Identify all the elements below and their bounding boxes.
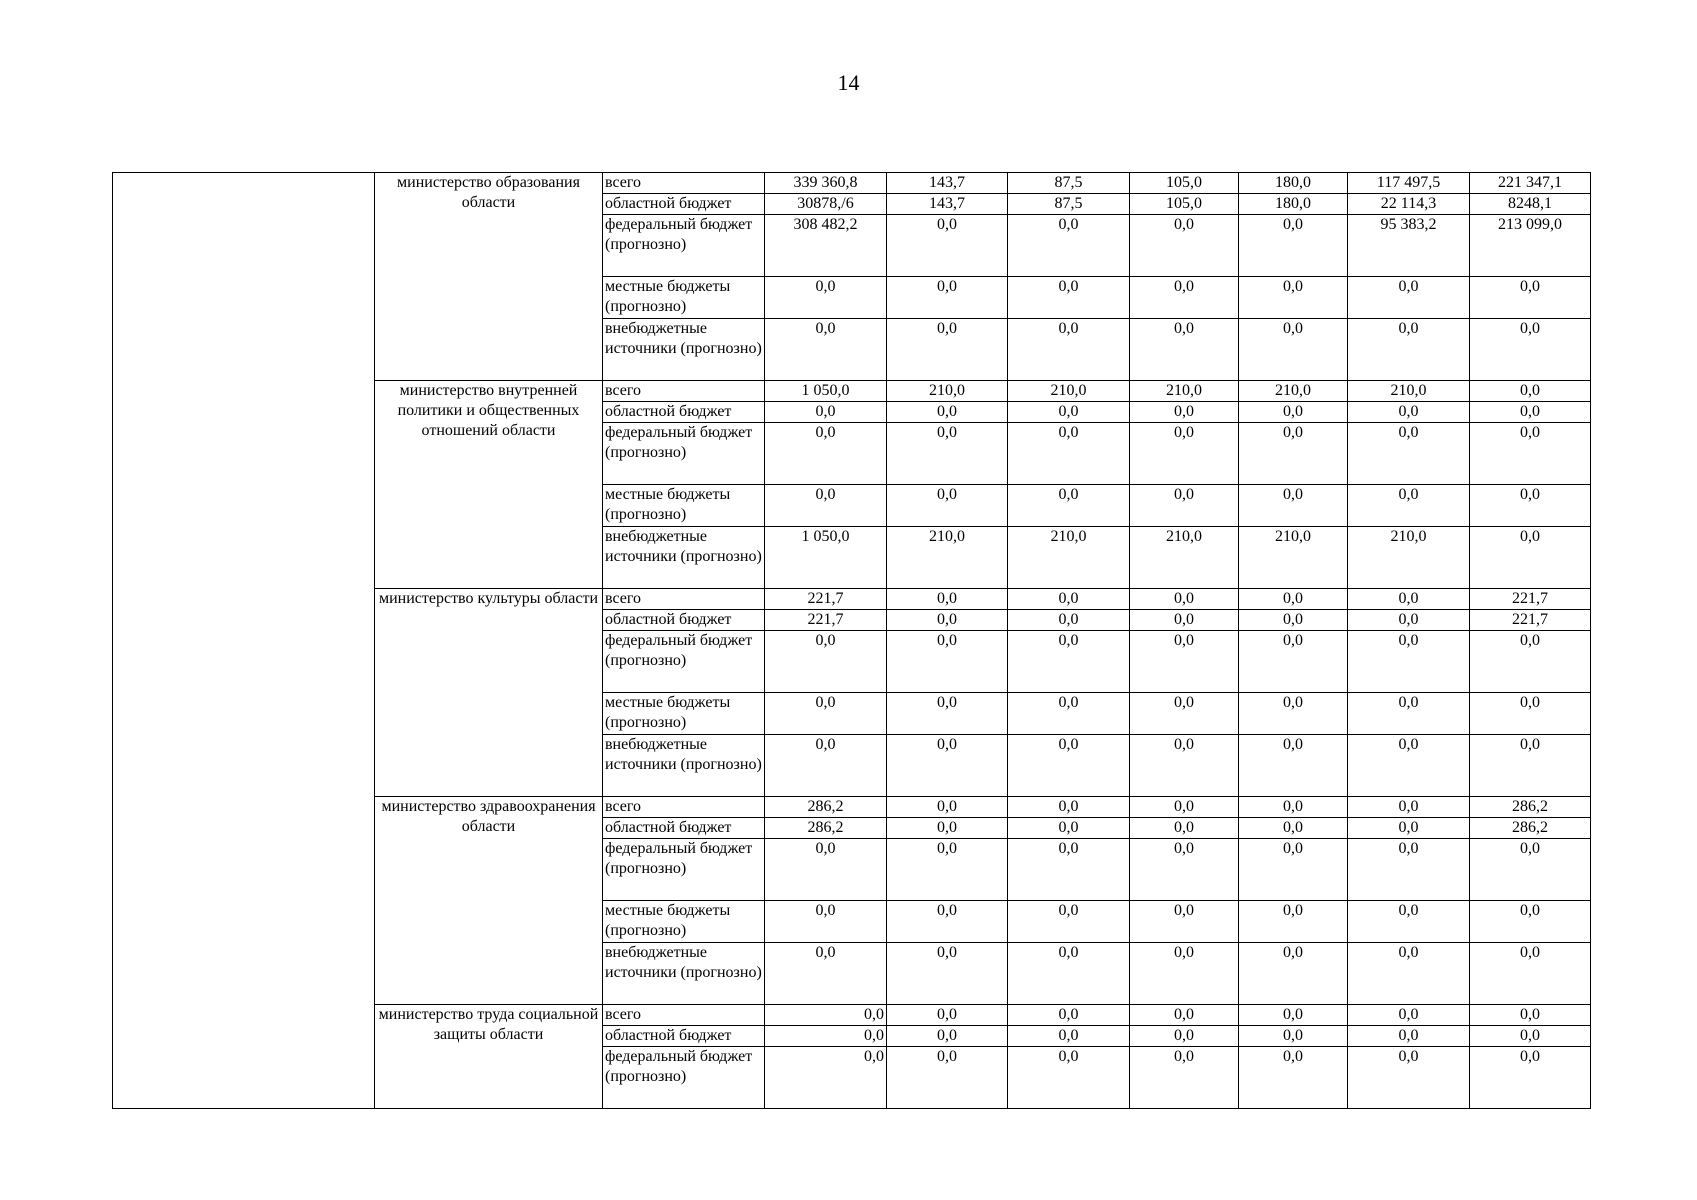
value-cell: 0,0	[1239, 943, 1348, 1005]
value-cell: 117 497,5	[1348, 173, 1470, 194]
value-cell: 0,0	[1130, 797, 1239, 818]
value-cell: 0,0	[1008, 943, 1130, 1005]
value-cell: 0,0	[1348, 402, 1470, 423]
value-cell: 0,0	[1008, 797, 1130, 818]
value-cell: 0,0	[1130, 735, 1239, 797]
value-cell: 0,0	[765, 1005, 887, 1026]
value-cell: 0,0	[1239, 1026, 1348, 1047]
funding-source-cell: областной бюджет	[603, 194, 765, 215]
funding-source-cell: областной бюджет	[603, 610, 765, 631]
value-cell: 0,0	[887, 589, 1008, 610]
blank-column	[113, 173, 375, 1109]
value-cell: 0,0	[887, 215, 1008, 277]
value-cell: 0,0	[887, 797, 1008, 818]
value-cell: 221,7	[1470, 610, 1591, 631]
value-cell: 0,0	[1348, 589, 1470, 610]
funding-source-cell: внебюджетные источники (прогнозно)	[603, 319, 765, 381]
value-cell: 210,0	[1348, 381, 1470, 402]
value-cell: 22 114,3	[1348, 194, 1470, 215]
value-cell: 0,0	[1130, 1026, 1239, 1047]
value-cell: 1 050,0	[765, 381, 887, 402]
funding-source-cell: федеральный бюджет (прогнозно)	[603, 1047, 765, 1109]
value-cell: 0,0	[765, 402, 887, 423]
value-cell: 286,2	[1470, 797, 1591, 818]
value-cell: 0,0	[1239, 1005, 1348, 1026]
value-cell: 210,0	[1239, 527, 1348, 589]
value-cell: 0,0	[1130, 589, 1239, 610]
value-cell: 30878,/6	[765, 194, 887, 215]
value-cell: 221,7	[765, 610, 887, 631]
value-cell: 0,0	[765, 1047, 887, 1109]
value-cell: 0,0	[1130, 839, 1239, 901]
funding-source-cell: областной бюджет	[603, 818, 765, 839]
value-cell: 0,0	[1470, 402, 1591, 423]
value-cell: 210,0	[1008, 381, 1130, 402]
value-cell: 1 050,0	[765, 527, 887, 589]
funding-source-cell: федеральный бюджет (прогнозно)	[603, 215, 765, 277]
value-cell: 0,0	[1348, 839, 1470, 901]
funding-source-cell: внебюджетные источники (прогнозно)	[603, 943, 765, 1005]
value-cell: 339 360,8	[765, 173, 887, 194]
value-cell: 0,0	[1130, 319, 1239, 381]
value-cell: 0,0	[1348, 1026, 1470, 1047]
value-cell: 0,0	[1008, 1026, 1130, 1047]
value-cell: 221,7	[1470, 589, 1591, 610]
value-cell: 0,0	[1008, 901, 1130, 943]
value-cell: 0,0	[1130, 485, 1239, 527]
value-cell: 0,0	[765, 839, 887, 901]
value-cell: 0,0	[1470, 1005, 1591, 1026]
value-cell: 0,0	[887, 901, 1008, 943]
value-cell: 0,0	[1239, 693, 1348, 735]
value-cell: 0,0	[1470, 735, 1591, 797]
table-row	[113, 173, 1591, 194]
value-cell: 0,0	[765, 693, 887, 735]
value-cell: 0,0	[1130, 631, 1239, 693]
page-number: 14	[837, 70, 860, 95]
value-cell: 105,0	[1130, 173, 1239, 194]
value-cell: 0,0	[1008, 423, 1130, 485]
value-cell: 0,0	[1008, 402, 1130, 423]
value-cell: 0,0	[1239, 839, 1348, 901]
value-cell: 143,7	[887, 194, 1008, 215]
value-cell: 0,0	[765, 277, 887, 319]
value-cell: 0,0	[1008, 839, 1130, 901]
value-cell: 0,0	[765, 485, 887, 527]
value-cell: 0,0	[887, 693, 1008, 735]
value-cell: 210,0	[1008, 527, 1130, 589]
value-cell: 0,0	[887, 818, 1008, 839]
value-cell: 0,0	[1008, 818, 1130, 839]
value-cell: 0,0	[1348, 693, 1470, 735]
funding-source-cell: областной бюджет	[603, 402, 765, 423]
executor-cell: министерство здравоохранения области	[375, 797, 603, 1005]
value-cell: 286,2	[765, 797, 887, 818]
value-cell: 0,0	[1470, 901, 1591, 943]
value-cell: 0,0	[1348, 735, 1470, 797]
value-cell: 87,5	[1008, 194, 1130, 215]
funding-source-cell: федеральный бюджет (прогнозно)	[603, 839, 765, 901]
value-cell: 0,0	[1130, 423, 1239, 485]
value-cell: 210,0	[1130, 527, 1239, 589]
value-cell: 286,2	[765, 818, 887, 839]
value-cell: 0,0	[1130, 215, 1239, 277]
value-cell: 0,0	[887, 485, 1008, 527]
funding-source-cell: внебюджетные источники (прогнозно)	[603, 527, 765, 589]
value-cell: 210,0	[887, 527, 1008, 589]
value-cell: 0,0	[765, 1026, 887, 1047]
value-cell: 0,0	[1348, 631, 1470, 693]
funding-source-cell: местные бюджеты (прогнозно)	[603, 901, 765, 943]
value-cell: 0,0	[1348, 485, 1470, 527]
value-cell: 0,0	[1130, 1047, 1239, 1109]
value-cell: 0,0	[1130, 901, 1239, 943]
value-cell: 0,0	[887, 610, 1008, 631]
value-cell: 0,0	[1008, 319, 1130, 381]
value-cell: 0,0	[1348, 610, 1470, 631]
value-cell: 0,0	[887, 839, 1008, 901]
value-cell: 0,0	[1008, 631, 1130, 693]
value-cell: 0,0	[1348, 319, 1470, 381]
value-cell: 0,0	[1008, 1047, 1130, 1109]
value-cell: 210,0	[1239, 381, 1348, 402]
value-cell: 180,0	[1239, 173, 1348, 194]
value-cell: 0,0	[1008, 215, 1130, 277]
value-cell: 0,0	[1008, 735, 1130, 797]
value-cell: 0,0	[887, 735, 1008, 797]
value-cell: 8248,1	[1470, 194, 1591, 215]
value-cell: 0,0	[887, 423, 1008, 485]
value-cell: 0,0	[1008, 610, 1130, 631]
executor-cell: министерство культуры области	[375, 589, 603, 797]
value-cell: 0,0	[1239, 818, 1348, 839]
value-cell: 87,5	[1008, 173, 1130, 194]
value-cell: 0,0	[1239, 610, 1348, 631]
value-cell: 0,0	[1008, 277, 1130, 319]
value-cell: 0,0	[1348, 1005, 1470, 1026]
value-cell: 221,7	[765, 589, 887, 610]
funding-source-cell: местные бюджеты (прогнозно)	[603, 277, 765, 319]
value-cell: 0,0	[1470, 943, 1591, 1005]
value-cell: 0,0	[1239, 215, 1348, 277]
value-cell: 180,0	[1239, 194, 1348, 215]
funding-source-cell: областной бюджет	[603, 1026, 765, 1047]
value-cell: 0,0	[1470, 485, 1591, 527]
value-cell: 0,0	[1348, 943, 1470, 1005]
value-cell: 0,0	[1008, 485, 1130, 527]
value-cell: 0,0	[1130, 943, 1239, 1005]
value-cell: 0,0	[1470, 631, 1591, 693]
value-cell: 105,0	[1130, 194, 1239, 215]
value-cell: 0,0	[1130, 693, 1239, 735]
value-cell: 143,7	[887, 173, 1008, 194]
value-cell: 95 383,2	[1348, 215, 1470, 277]
funding-source-cell: всего	[603, 1005, 765, 1026]
funding-source-cell: всего	[603, 381, 765, 402]
value-cell: 0,0	[1239, 402, 1348, 423]
funding-source-cell: всего	[603, 173, 765, 194]
value-cell: 0,0	[1008, 589, 1130, 610]
value-cell: 0,0	[1348, 1047, 1470, 1109]
value-cell: 0,0	[1239, 631, 1348, 693]
value-cell: 0,0	[1239, 901, 1348, 943]
budget-table-body	[113, 173, 1591, 1109]
value-cell: 0,0	[1348, 797, 1470, 818]
value-cell: 0,0	[1470, 381, 1591, 402]
value-cell: 0,0	[1130, 610, 1239, 631]
value-cell: 0,0	[1470, 319, 1591, 381]
value-cell: 0,0	[887, 277, 1008, 319]
value-cell: 0,0	[1348, 818, 1470, 839]
value-cell: 0,0	[887, 402, 1008, 423]
value-cell: 0,0	[1239, 589, 1348, 610]
funding-source-cell: федеральный бюджет (прогнозно)	[603, 423, 765, 485]
executor-cell: министерство образования области	[375, 173, 603, 381]
value-cell: 0,0	[887, 319, 1008, 381]
executor-cell: министерство внутренней политики и общественных отношений области	[375, 381, 603, 589]
value-cell: 0,0	[1130, 818, 1239, 839]
value-cell: 0,0	[1239, 735, 1348, 797]
funding-source-cell: внебюджетные источники (прогнозно)	[603, 735, 765, 797]
value-cell: 0,0	[1008, 693, 1130, 735]
value-cell: 0,0	[1130, 402, 1239, 423]
value-cell: 0,0	[1470, 277, 1591, 319]
value-cell: 0,0	[1008, 1005, 1130, 1026]
value-cell: 0,0	[887, 1026, 1008, 1047]
value-cell: 0,0	[1130, 1005, 1239, 1026]
value-cell: 0,0	[765, 319, 887, 381]
budget-table	[112, 172, 1591, 1109]
value-cell: 0,0	[887, 631, 1008, 693]
value-cell: 210,0	[1130, 381, 1239, 402]
value-cell: 0,0	[1470, 527, 1591, 589]
value-cell: 0,0	[765, 631, 887, 693]
value-cell: 0,0	[1470, 839, 1591, 901]
funding-source-cell: всего	[603, 589, 765, 610]
value-cell: 0,0	[765, 943, 887, 1005]
value-cell: 0,0	[1348, 901, 1470, 943]
executor-cell: министерство труда социальной защиты области	[375, 1005, 603, 1109]
value-cell: 0,0	[1239, 277, 1348, 319]
value-cell: 0,0	[1348, 277, 1470, 319]
value-cell: 0,0	[765, 901, 887, 943]
value-cell: 0,0	[1239, 1047, 1348, 1109]
value-cell: 0,0	[1470, 693, 1591, 735]
value-cell: 221 347,1	[1470, 173, 1591, 194]
value-cell: 0,0	[1348, 423, 1470, 485]
value-cell: 0,0	[1239, 423, 1348, 485]
value-cell: 0,0	[1239, 797, 1348, 818]
value-cell: 0,0	[887, 1047, 1008, 1109]
value-cell: 0,0	[765, 423, 887, 485]
value-cell: 210,0	[1348, 527, 1470, 589]
value-cell: 0,0	[887, 1005, 1008, 1026]
value-cell: 210,0	[887, 381, 1008, 402]
funding-source-cell: всего	[603, 797, 765, 818]
funding-source-cell: федеральный бюджет (прогнозно)	[603, 631, 765, 693]
funding-source-cell: местные бюджеты (прогнозно)	[603, 693, 765, 735]
value-cell: 286,2	[1470, 818, 1591, 839]
value-cell: 0,0	[1130, 277, 1239, 319]
value-cell: 0,0	[765, 735, 887, 797]
value-cell: 308 482,2	[765, 215, 887, 277]
value-cell: 0,0	[1239, 485, 1348, 527]
value-cell: 0,0	[1470, 1026, 1591, 1047]
value-cell: 213 099,0	[1470, 215, 1591, 277]
value-cell: 0,0	[1470, 1047, 1591, 1109]
funding-source-cell: местные бюджеты (прогнозно)	[603, 485, 765, 527]
value-cell: 0,0	[887, 943, 1008, 1005]
value-cell: 0,0	[1470, 423, 1591, 485]
value-cell: 0,0	[1239, 319, 1348, 381]
